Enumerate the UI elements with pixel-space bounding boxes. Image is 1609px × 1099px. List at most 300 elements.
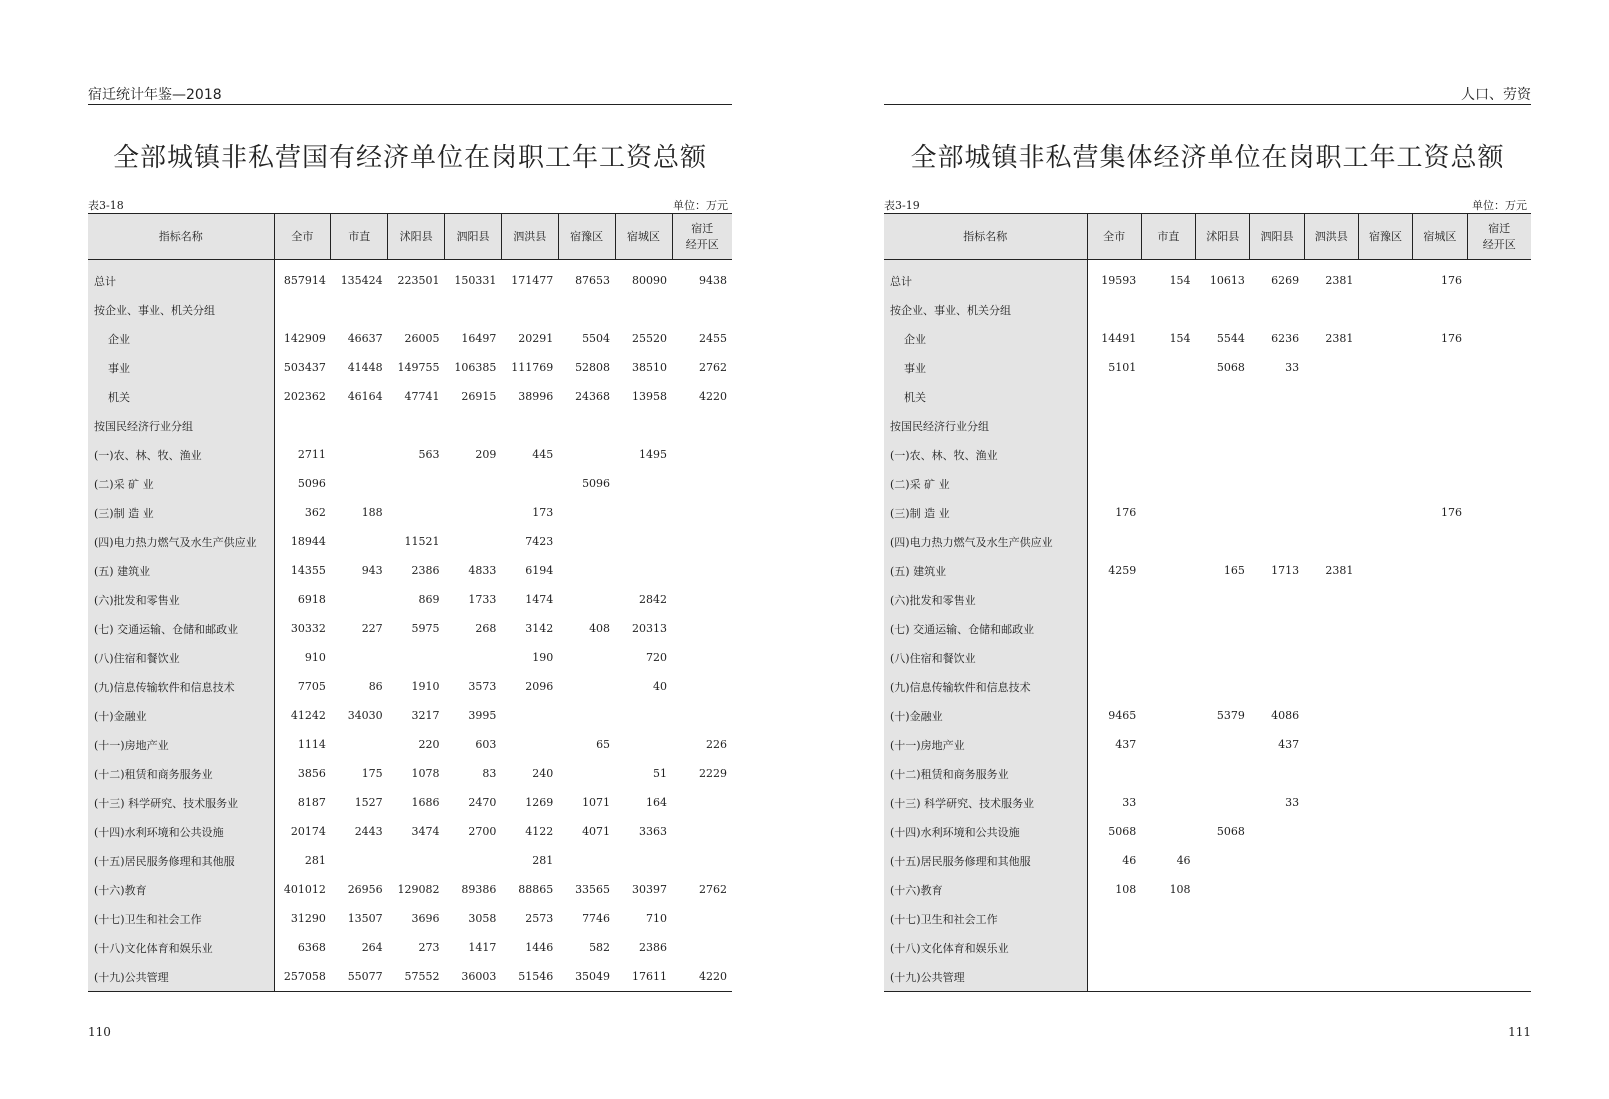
table-cell: 24368 [575,390,611,403]
table-cell [1358,382,1412,411]
column-header: 泗阳县 [445,214,502,260]
table-cell: 1417 [468,941,497,954]
table-cell [1141,614,1195,643]
table-cell: 80090 [632,274,667,287]
table-cell: 26956 [347,883,383,896]
header-text: 人口、劳资 [1461,87,1531,103]
table-cell [1196,962,1250,992]
table-cell [1358,469,1412,498]
table-cell [1304,353,1358,382]
column-header: 宿城区 [615,214,672,260]
table-cell [1358,759,1412,788]
table-cell: 175 [361,767,383,780]
table-cell: 223501 [397,274,440,287]
table-row [88,875,732,904]
table-cell: 1527 [354,796,383,809]
table-cell [1196,614,1250,643]
table-cell: 401012 [283,883,326,896]
table-cell: 52808 [575,361,611,374]
table-row [884,788,1531,817]
table-cell [1196,904,1250,933]
table-cell [1413,295,1467,324]
table-cell: 1078 [411,767,440,780]
column-header: 全市 [1087,214,1141,260]
row-label: (十二)租赁和商务服务业 [884,759,1087,788]
table-cell: 33 [1285,796,1300,809]
table-cell: 149755 [397,361,440,374]
unit-label: 单位：万元 [673,199,728,212]
table-cell: 20313 [632,622,667,635]
table-cell: 5068 [1108,825,1137,838]
table-cell [331,469,388,498]
table-cell [672,846,732,875]
table-cell [1358,730,1412,759]
table-cell [1413,904,1467,933]
table-cell [1358,411,1412,440]
table-cell [1304,527,1358,556]
table-cell [1467,498,1531,527]
table-cell [1250,411,1304,440]
table-cell [501,469,558,498]
table-cell: 176 [1115,506,1137,519]
table-cell [388,643,445,672]
row-label: 按国民经济行业分组 [884,411,1087,440]
table-cell [1358,324,1412,353]
row-label: (十六)教育 [884,875,1087,904]
row-label: (十三) 科学研究、技术服务业 [88,788,274,817]
table-cell [615,701,672,730]
row-label: (十七)卫生和社会工作 [884,904,1087,933]
table-cell [558,701,615,730]
row-label: 总计 [884,260,1087,296]
table-cell [501,295,558,324]
table-cell [1087,382,1141,411]
row-label: 机关 [88,382,274,411]
table-cell [1250,672,1304,701]
table-row [884,817,1531,846]
table-cell [1250,498,1304,527]
table-cell [1250,933,1304,962]
table-cell [1087,585,1141,614]
row-label: (二)采 矿 业 [884,469,1087,498]
table-cell [1304,498,1358,527]
row-label: (八)住宿和餐饮业 [88,643,274,672]
table-cell [1467,260,1531,296]
table-cell: 51546 [518,970,554,983]
table-cell: 1114 [297,738,326,751]
table-row [884,701,1531,730]
table-cell [1413,730,1467,759]
table-cell: 51 [653,767,667,780]
table-row [88,962,732,992]
table-row [88,411,732,440]
table-row [88,556,732,585]
row-label: (十八)文化体育和娱乐业 [884,933,1087,962]
table-cell [672,585,732,614]
table-cell: 281 [532,854,554,867]
table-cell: 437 [1115,738,1137,751]
table-cell: 4071 [582,825,611,838]
table-cell: 4833 [468,564,497,577]
table-cell: 227 [361,622,383,635]
table-row [88,498,732,527]
table-cell: 281 [304,854,326,867]
table-cell: 5975 [411,622,440,635]
table-row [884,353,1531,382]
row-label: (三)制 造 业 [884,498,1087,527]
table-cell: 1686 [411,796,440,809]
table-cell [1304,817,1358,846]
table-cell [331,585,388,614]
table-cell [1358,875,1412,904]
table-cell [1467,672,1531,701]
row-label: (十八)文化体育和娱乐业 [88,933,274,962]
table-cell: 2842 [639,593,667,606]
table-cell [1304,875,1358,904]
table-cell [1141,498,1195,527]
table-cell: 142909 [283,332,326,345]
table-cell: 30397 [632,883,667,896]
table-cell: 20291 [518,332,554,345]
table-cell [1358,817,1412,846]
row-label: 机关 [884,382,1087,411]
table-cell: 3995 [468,709,497,722]
table-cell: 176 [1441,506,1462,519]
table-cell [1358,614,1412,643]
table-cell: 1495 [639,448,667,461]
table-row [88,672,732,701]
row-label: 总计 [88,260,274,296]
row-label: (十九)公共管理 [88,962,274,992]
table-cell [558,440,615,469]
table-cell [1413,672,1467,701]
table-cell [1141,643,1195,672]
table-row [884,260,1531,296]
table-cell: 1446 [525,941,554,954]
table-cell [1250,875,1304,904]
table-row [88,730,732,759]
row-label: (十一)房地产业 [884,730,1087,759]
table-cell [1141,527,1195,556]
table-cell [615,498,672,527]
table-cell: 111769 [511,361,554,374]
table-cell: 3363 [639,825,667,838]
table-cell [1087,411,1141,440]
row-label: (十五)居民服务修理和其他服 [884,846,1087,875]
table-cell [1304,295,1358,324]
table-cell: 362 [304,506,326,519]
table-cell: 603 [475,738,497,751]
row-label: (七) 交通运输、仓储和邮政业 [884,614,1087,643]
table-cell [1141,759,1195,788]
column-header: 指标名称 [884,214,1087,260]
table-cell: 41242 [290,709,326,722]
table-cell [1304,846,1358,875]
table-cell [672,614,732,643]
table-cell: 6269 [1271,274,1300,287]
table-cell: 38996 [518,390,554,403]
table-cell: 108 [1115,883,1137,896]
row-label: 按国民经济行业分组 [88,411,274,440]
table-cell [1358,260,1412,296]
table-cell [1304,759,1358,788]
row-label: (四)电力热力燃气及水生产供应业 [88,527,274,556]
table-cell: 503437 [283,361,326,374]
table-cell: 6368 [297,941,326,954]
column-header: 沭阳县 [388,214,445,260]
table-cell [1467,527,1531,556]
table-cell: 869 [418,593,440,606]
table-cell [1087,295,1141,324]
table-cell [1413,556,1467,585]
table-cell [672,527,732,556]
table-cell [1196,672,1250,701]
table-cell [1141,701,1195,730]
header-text: 宿迁统计年鉴—2018 [88,87,222,103]
table-cell: 86 [368,680,383,693]
row-label: (十一)房地产业 [88,730,274,759]
table-header-row [88,214,732,260]
table-cell [1304,672,1358,701]
table-cell [558,527,615,556]
table-row [88,759,732,788]
table-cell [1358,788,1412,817]
table-cell [1087,643,1141,672]
table-cell: 5068 [1216,825,1245,838]
table-cell [1087,440,1141,469]
table-cell [1196,295,1250,324]
table-cell [672,295,732,324]
table-cell [1250,527,1304,556]
table-cell: 720 [646,651,667,664]
row-label: (十三) 科学研究、技术服务业 [884,788,1087,817]
wage-table [884,213,1531,992]
table-cell [615,730,672,759]
table-cell [1141,353,1195,382]
table-row [88,585,732,614]
table-row [884,411,1531,440]
table-cell [1250,904,1304,933]
column-header: 指标名称 [88,214,274,260]
table-row [88,440,732,469]
running-header [884,84,1531,105]
table-cell [1467,614,1531,643]
table-cell [1196,469,1250,498]
table-cell [1141,556,1195,585]
table-number: 表3-19 [884,199,920,212]
table-cell: 154 [1169,332,1191,345]
table-cell: 9465 [1108,709,1137,722]
table-cell: 9438 [699,274,727,287]
table-cell [445,469,502,498]
table-cell: 2386 [639,941,667,954]
row-label: (五) 建筑业 [884,556,1087,585]
table-cell: 129082 [397,883,440,896]
table-cell: 209 [475,448,497,461]
table-cell: 17611 [632,970,667,983]
table-row [88,295,732,324]
table-cell: 164 [646,796,667,809]
table-cell: 190 [532,651,554,664]
table-row [88,817,732,846]
table-row [884,585,1531,614]
table-cell [1413,440,1467,469]
table-cell: 220 [418,738,440,751]
table-cell [1250,817,1304,846]
table-row [88,324,732,353]
table-cell [445,411,502,440]
table-cell: 2573 [525,912,554,925]
table-cell: 2386 [411,564,440,577]
table-cell: 57552 [404,970,440,983]
table-cell: 10613 [1209,274,1245,287]
table-cell [1467,701,1531,730]
table-cell [1250,469,1304,498]
table-cell [1467,759,1531,788]
row-label: (五) 建筑业 [88,556,274,585]
table-cell [1087,672,1141,701]
running-header [88,84,732,105]
table-cell [1087,962,1141,992]
table-cell: 46 [1176,854,1191,867]
table-cell [558,556,615,585]
table-row [88,614,732,643]
table-cell [672,556,732,585]
row-label: (二)采 矿 业 [88,469,274,498]
table-cell [388,469,445,498]
table-cell [1413,382,1467,411]
table-cell: 445 [532,448,554,461]
table-cell: 7705 [297,680,326,693]
table-cell: 710 [646,912,667,925]
table-cell [1141,585,1195,614]
table-cell: 2096 [525,680,554,693]
row-label: (十七)卫生和社会工作 [88,904,274,933]
row-label: (十五)居民服务修理和其他服 [88,846,274,875]
table-cell: 563 [418,448,440,461]
row-label: (一)农、林、牧、渔业 [88,440,274,469]
table-cell [1250,295,1304,324]
table-row [88,527,732,556]
table-cell: 264 [361,941,383,954]
table-cell [1141,411,1195,440]
table-row [884,672,1531,701]
table-cell [1141,904,1195,933]
table-cell [331,411,388,440]
table-cell [445,846,502,875]
table-cell: 88865 [518,883,554,896]
table-cell: 150331 [454,274,497,287]
table-cell [1196,527,1250,556]
table-cell: 173 [532,506,554,519]
table-cell: 2470 [468,796,497,809]
table-cell [331,846,388,875]
table-row [884,904,1531,933]
table-cell [1304,440,1358,469]
table-cell [501,730,558,759]
table-cell: 7746 [582,912,611,925]
table-cell: 1713 [1271,564,1300,577]
table-cell [1358,353,1412,382]
table-cell: 5096 [297,477,326,490]
table-cell: 268 [475,622,497,635]
table-cell [274,295,331,324]
table-cell [1087,759,1141,788]
table-cell [1358,962,1412,992]
table-cell: 6194 [525,564,554,577]
table-cell [672,411,732,440]
row-label: (十二)租赁和商务服务业 [88,759,274,788]
table-cell [1467,324,1531,353]
left-page [88,0,732,1099]
table-cell [501,411,558,440]
table-cell: 2229 [699,767,727,780]
table-cell: 89386 [461,883,497,896]
table-cell [1196,440,1250,469]
table-cell [672,643,732,672]
table-cell [1250,382,1304,411]
table-cell: 87653 [575,274,611,287]
table-cell: 46 [1122,854,1137,867]
table-cell [1304,614,1358,643]
table-cell [1196,382,1250,411]
table-cell: 943 [361,564,383,577]
table-row [884,875,1531,904]
table-cell: 3058 [468,912,497,925]
table-cell: 176 [1441,332,1462,345]
table-cell: 5096 [582,477,611,490]
row-label: 按企业、事业、机关分组 [88,295,274,324]
table-cell [1087,614,1141,643]
table-cell [1467,643,1531,672]
table-row [88,382,732,411]
column-header: 宿豫区 [558,214,615,260]
table-row [88,904,732,933]
wage-table [88,213,732,992]
table-cell [1304,730,1358,759]
row-label: 按企业、事业、机关分组 [884,295,1087,324]
table-row [88,788,732,817]
table-cell [1358,643,1412,672]
table-cell: 18944 [290,535,326,548]
table-cell [672,672,732,701]
row-label: (六)批发和零售业 [88,585,274,614]
table-row [88,643,732,672]
page-title: 全部城镇非私营国有经济单位在岗职工年工资总额 [112,143,707,173]
column-header: 泗洪县 [501,214,558,260]
table-cell [1358,527,1412,556]
table-cell: 11521 [404,535,440,548]
table-cell [1358,585,1412,614]
table-cell: 910 [304,651,326,664]
table-cell [1250,585,1304,614]
table-row [88,846,732,875]
column-header: 泗洪县 [1304,214,1358,260]
table-cell: 20174 [290,825,326,838]
table-cell [1141,933,1195,962]
table-row [884,643,1531,672]
table-cell: 6918 [297,593,326,606]
table-cell [1467,411,1531,440]
table-cell: 2700 [468,825,497,838]
table-cell [558,411,615,440]
table-cell: 33565 [575,883,611,896]
table-cell [558,759,615,788]
table-row [884,469,1531,498]
table-cell [1358,498,1412,527]
table-cell [1467,875,1531,904]
table-cell: 2381 [1325,274,1354,287]
